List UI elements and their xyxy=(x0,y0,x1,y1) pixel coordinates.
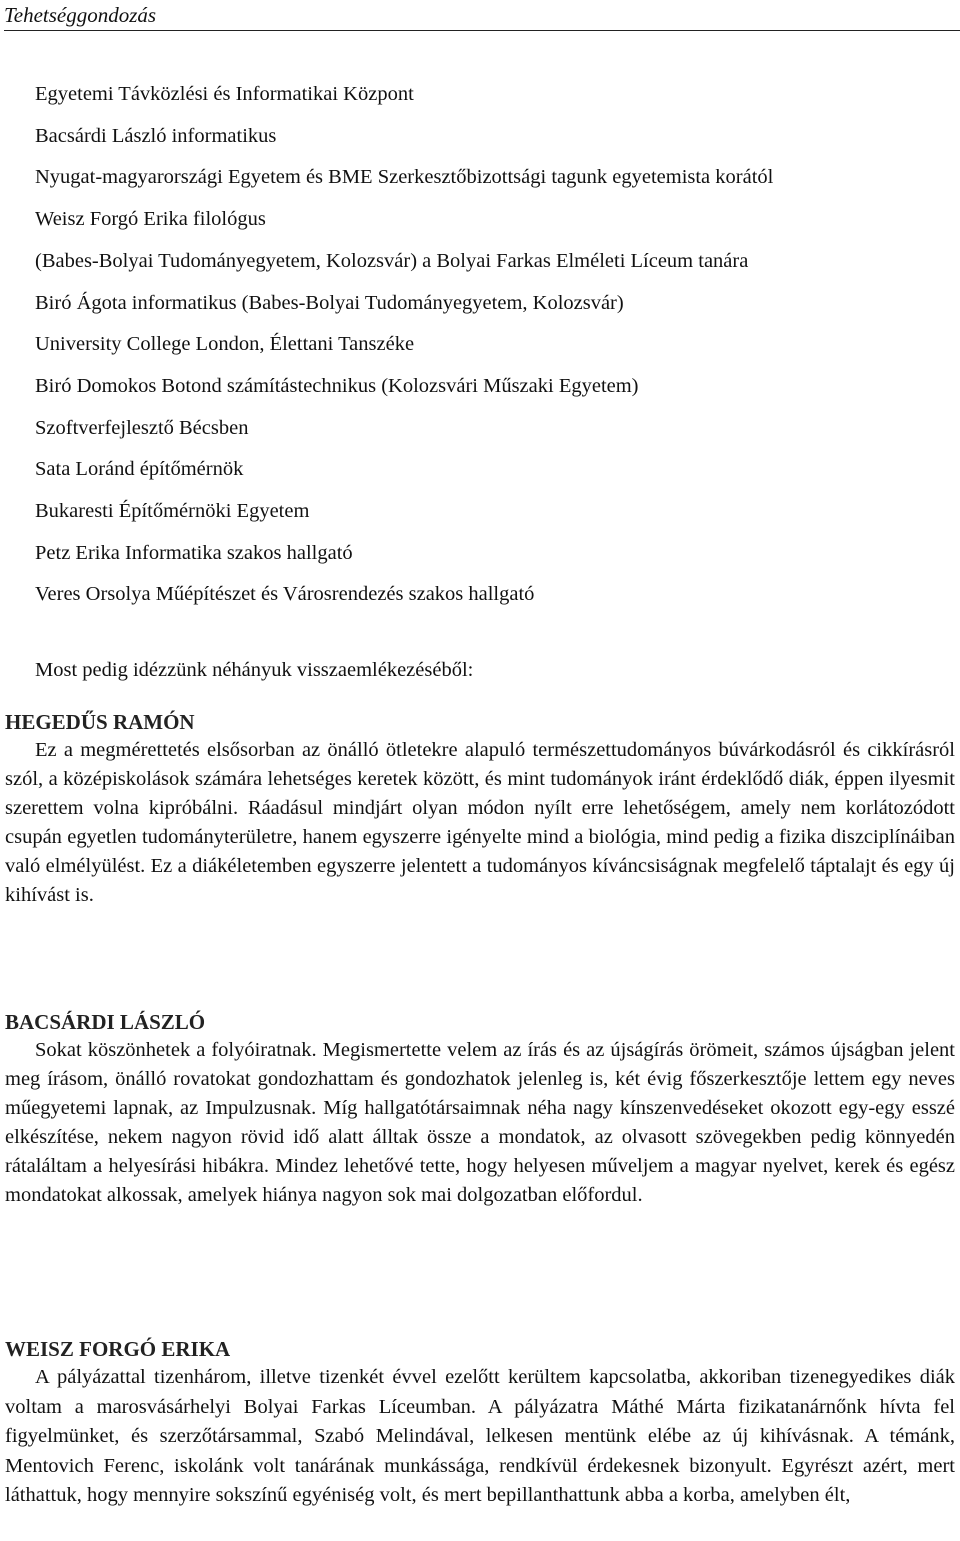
page-header xyxy=(4,2,960,31)
list-item: Biró Ágota informatikus (Babes-Bolyai Tudományegyetem, Kolozsvár) xyxy=(35,291,624,314)
list-item: (Babes-Bolyai Tudományegyetem, Kolozsvár) a Bolyai Farkas Elméleti Líceum tanára xyxy=(35,249,749,272)
header-title: Tehetséggondozás xyxy=(4,3,157,27)
list-item: Biró Domokos Botond számítástechnikus (Kolozsvári Műszaki Egyetem) xyxy=(35,374,639,397)
list-item: Petz Erika Informatika szakos hallgató xyxy=(35,541,353,564)
intro-text: Most pedig idézzünk néhányuk visszaemlékezéséből: xyxy=(35,659,474,681)
section-heading: WEISZ FORGÓ ERIKA xyxy=(5,1337,231,1361)
section-paragraph: Ez a megmérettetés elsősorban az önálló ötletekre alapuló természettudományos búvárkodásról és cikkírásról szól, a középiskolások számára lehetséges keretek között, és mint tudományok iránt érdeklődő diák, éppen ilyesmit szerettem volna kipróbálni. Ráadásul mindjárt olyan módon nyílt erre lehetőségem, amely nem korlátozódott csupán egyetlen tudományterületre, hanem egyszerre igényelte mind a biológia, mind pedig a fizika diszciplínáiban való elmélyülést. Ez a diákéletemben egyszerre jelentett a tudományos kíváncsiságnak megfelelő táptalajt és egy új kihívást is. xyxy=(5,739,955,906)
section-paragraph: A pályázattal tizenhárom, illetve tizenkét évvel ezelőtt kerültem kapcsolatba, akkoriban tizenegyedikes diák voltam a marosvásárhelyi Bolyai Farkas Líceumban. A pályázatra Máthé Márta fizikatanárnőnk hívta fel figyelmünket, és szerzőtársammal, Szabó Melindával, lelkesen mentünk elébe az új kihívásnak. A témánk, Mentovich Ferenc, iskolánk volt tanárának munkássága, rendkívül érdekesnek bizonyult. Egyrészt azért, mert láthattuk, hogy mennyire sokszínű egyéniség volt, és mert bepillanthattunk abba a korba, amelyben élt, xyxy=(5,1366,955,1506)
section-bacsardi xyxy=(5,1008,955,1210)
section-weisz xyxy=(5,1335,955,1511)
section-hegedus xyxy=(5,708,955,910)
list-item: Bacsárdi László informatikus xyxy=(35,124,277,147)
list-item: Egyetemi Távközlési és Informatikai Központ xyxy=(35,83,414,105)
list-item: Nyugat-magyarországi Egyetem és BME Szerkesztőbizottsági tagunk egyetemista korától xyxy=(35,166,774,189)
list-item: Bukaresti Építőmérnöki Egyetem xyxy=(35,500,310,523)
section-heading: HEGEDŰS RAMÓN xyxy=(5,710,195,734)
contributor-list xyxy=(35,74,773,616)
section-heading: BACSÁRDI LÁSZLÓ xyxy=(5,1010,206,1034)
list-item: Sata Loránd építőmérnök xyxy=(35,458,244,481)
list-item: Veres Orsolya Műépítészet és Városrendezés szakos hallgató xyxy=(35,583,535,606)
list-item: Szoftverfejlesztő Bécsben xyxy=(35,416,249,439)
list-item: University College London, Élettani Tanszéke xyxy=(35,333,415,356)
list-item: Weisz Forgó Erika filológus xyxy=(35,208,266,231)
section-paragraph: Sokat köszönhetek a folyóiratnak. Megismertette velem az írás és az újságírás örömeit, számos újságban jelent meg írásom, önálló rovatokat gondozhattam és gondozhatok jelenleg is, két évig főszerkesztője lettem egy neves műegyetemi lapnak, az Impulzusnak. Míg hallgatótársaimnak néha nagy kínszenvedéseket okozott egy-egy esszé elkészítése, nekem nagyon rövid idő alatt álltak össze a mondatok, az olvasott szövegekben pedig könnyedén rátaláltam a helyesírási hibákra. Mindez lehetővé tette, hogy helyesen műveljem a magyar nyelvet, kerek és egész mondatokat alkossak, amelyek hiánya nagyon sok mai dolgozatban előfordul. xyxy=(5,1039,955,1206)
